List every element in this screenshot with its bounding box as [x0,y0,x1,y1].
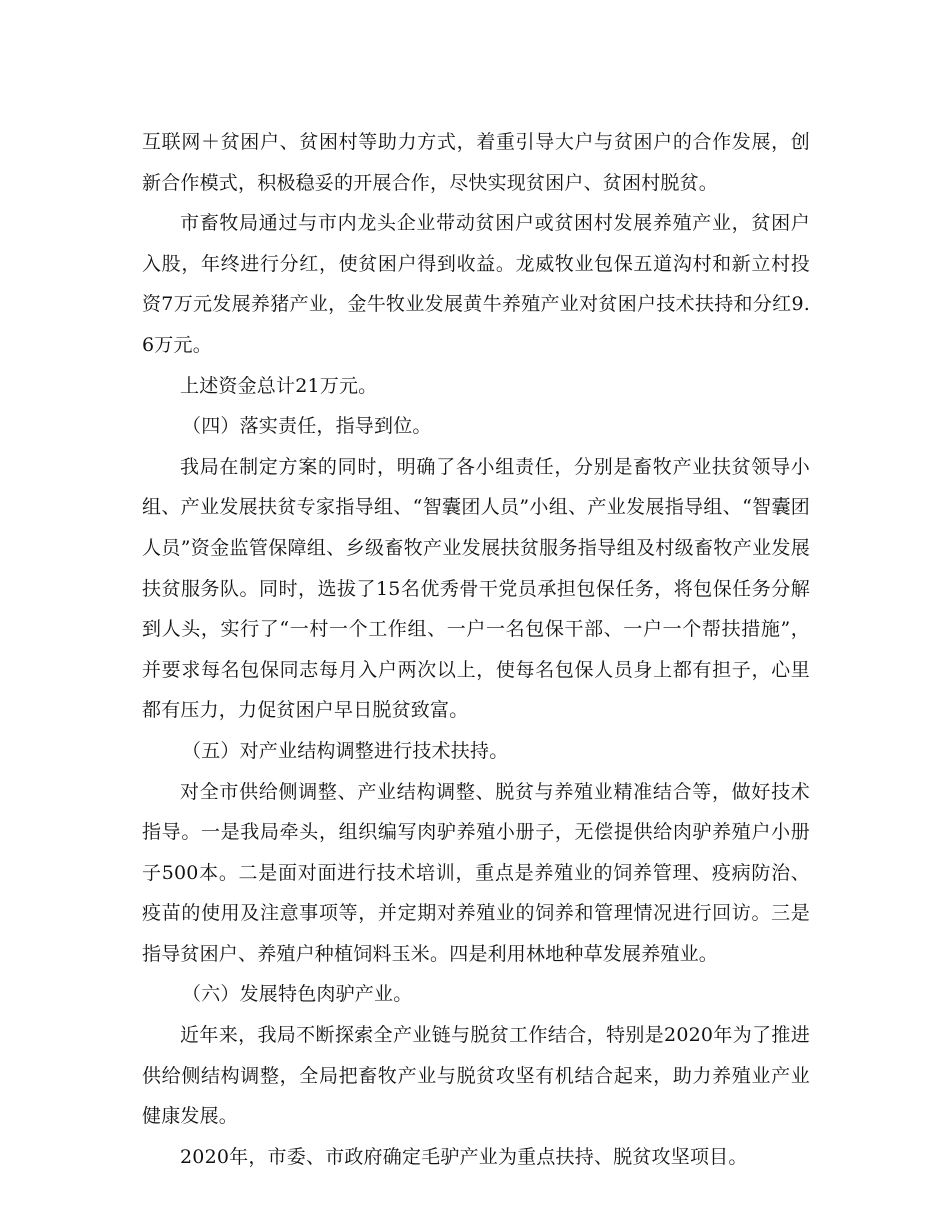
paragraph-continuation: 互联网＋贫困户、贫困村等助力方式，着重引导大户与贫困户的合作发展，创新合作模式，积极稳妥的开展合作，尽快实现贫困户、贫困村脱贫。 [142,131,810,194]
paragraph-industry-chain: 近年来，我局不断探索全产业链与脱贫工作结合，特别是2020年为了推进供给侧结构调整，全局把畜牧产业与脱贫攻坚有机结合起来，助力养殖业产业健康发展。 [142,1024,810,1128]
paragraph-fund-total: 上述资金总计21万元。 [180,374,378,397]
section-heading-5: （五）对产业结构调整进行技术扶持。 [182,739,509,762]
section-heading-4: （四）落实责任，指导到位。 [182,415,432,438]
paragraph-donkey-project: 2020年，市委、市政府确定毛驴产业为重点扶持、脱贫攻坚项目。 [180,1145,748,1168]
document-body [142,122,810,1177]
paragraph-technical-support: 对全市供给侧调整、产业结构调整、脱贫与养殖业精准结合等，做好技术指导。一是我局牵头，组织编写肉驴养殖小册子，无偿提供给肉驴养殖户小册子500本。二是面对面进行技术培训，重点是养殖业的饲养管理、疫病防治、疫苗的使用及注意事项等，并定期对养殖业的饲养和管理情况进行回访。三是指导贫困户、养殖户种植饲料玉米。四是利用林地种草发展养殖业。 [142,780,810,965]
paragraph-responsibility: 我局在制定方案的同时，明确了各小组责任，分别是畜牧产业扶贫领导小组、产业发展扶贫专家指导组、“智囊团人员”小组、产业发展指导组、“智囊团人员”资金监管保障组、乡级畜牧产业发展扶贫服务指导组及村级畜牧产业发展扶贫服务队。同时，选拔了15名优秀骨干党员承担包保任务，将包保任务分解到人头，实行了“一村一个工作组、一户一名包保干部、一户一个帮扶措施”，并要求每名包保同志每月入户两次以上，使每名包保人员身上都有担子，心里都有压力，力促贫困户早日脱贫致富。 [142,455,810,722]
section-heading-6: （六）发展特色肉驴产业。 [182,983,413,1006]
paragraph-investment: 市畜牧局通过与市内龙头企业带动贫困户或贫困村发展养殖产业，贫困户入股，年终进行分红，使贫困户得到收益。龙威牧业包保五道沟村和新立村投资7万元发展养猪产业，金牛牧业发展黄牛养殖产业对贫困户技术扶持和分红9.6万元。 [142,212,810,356]
